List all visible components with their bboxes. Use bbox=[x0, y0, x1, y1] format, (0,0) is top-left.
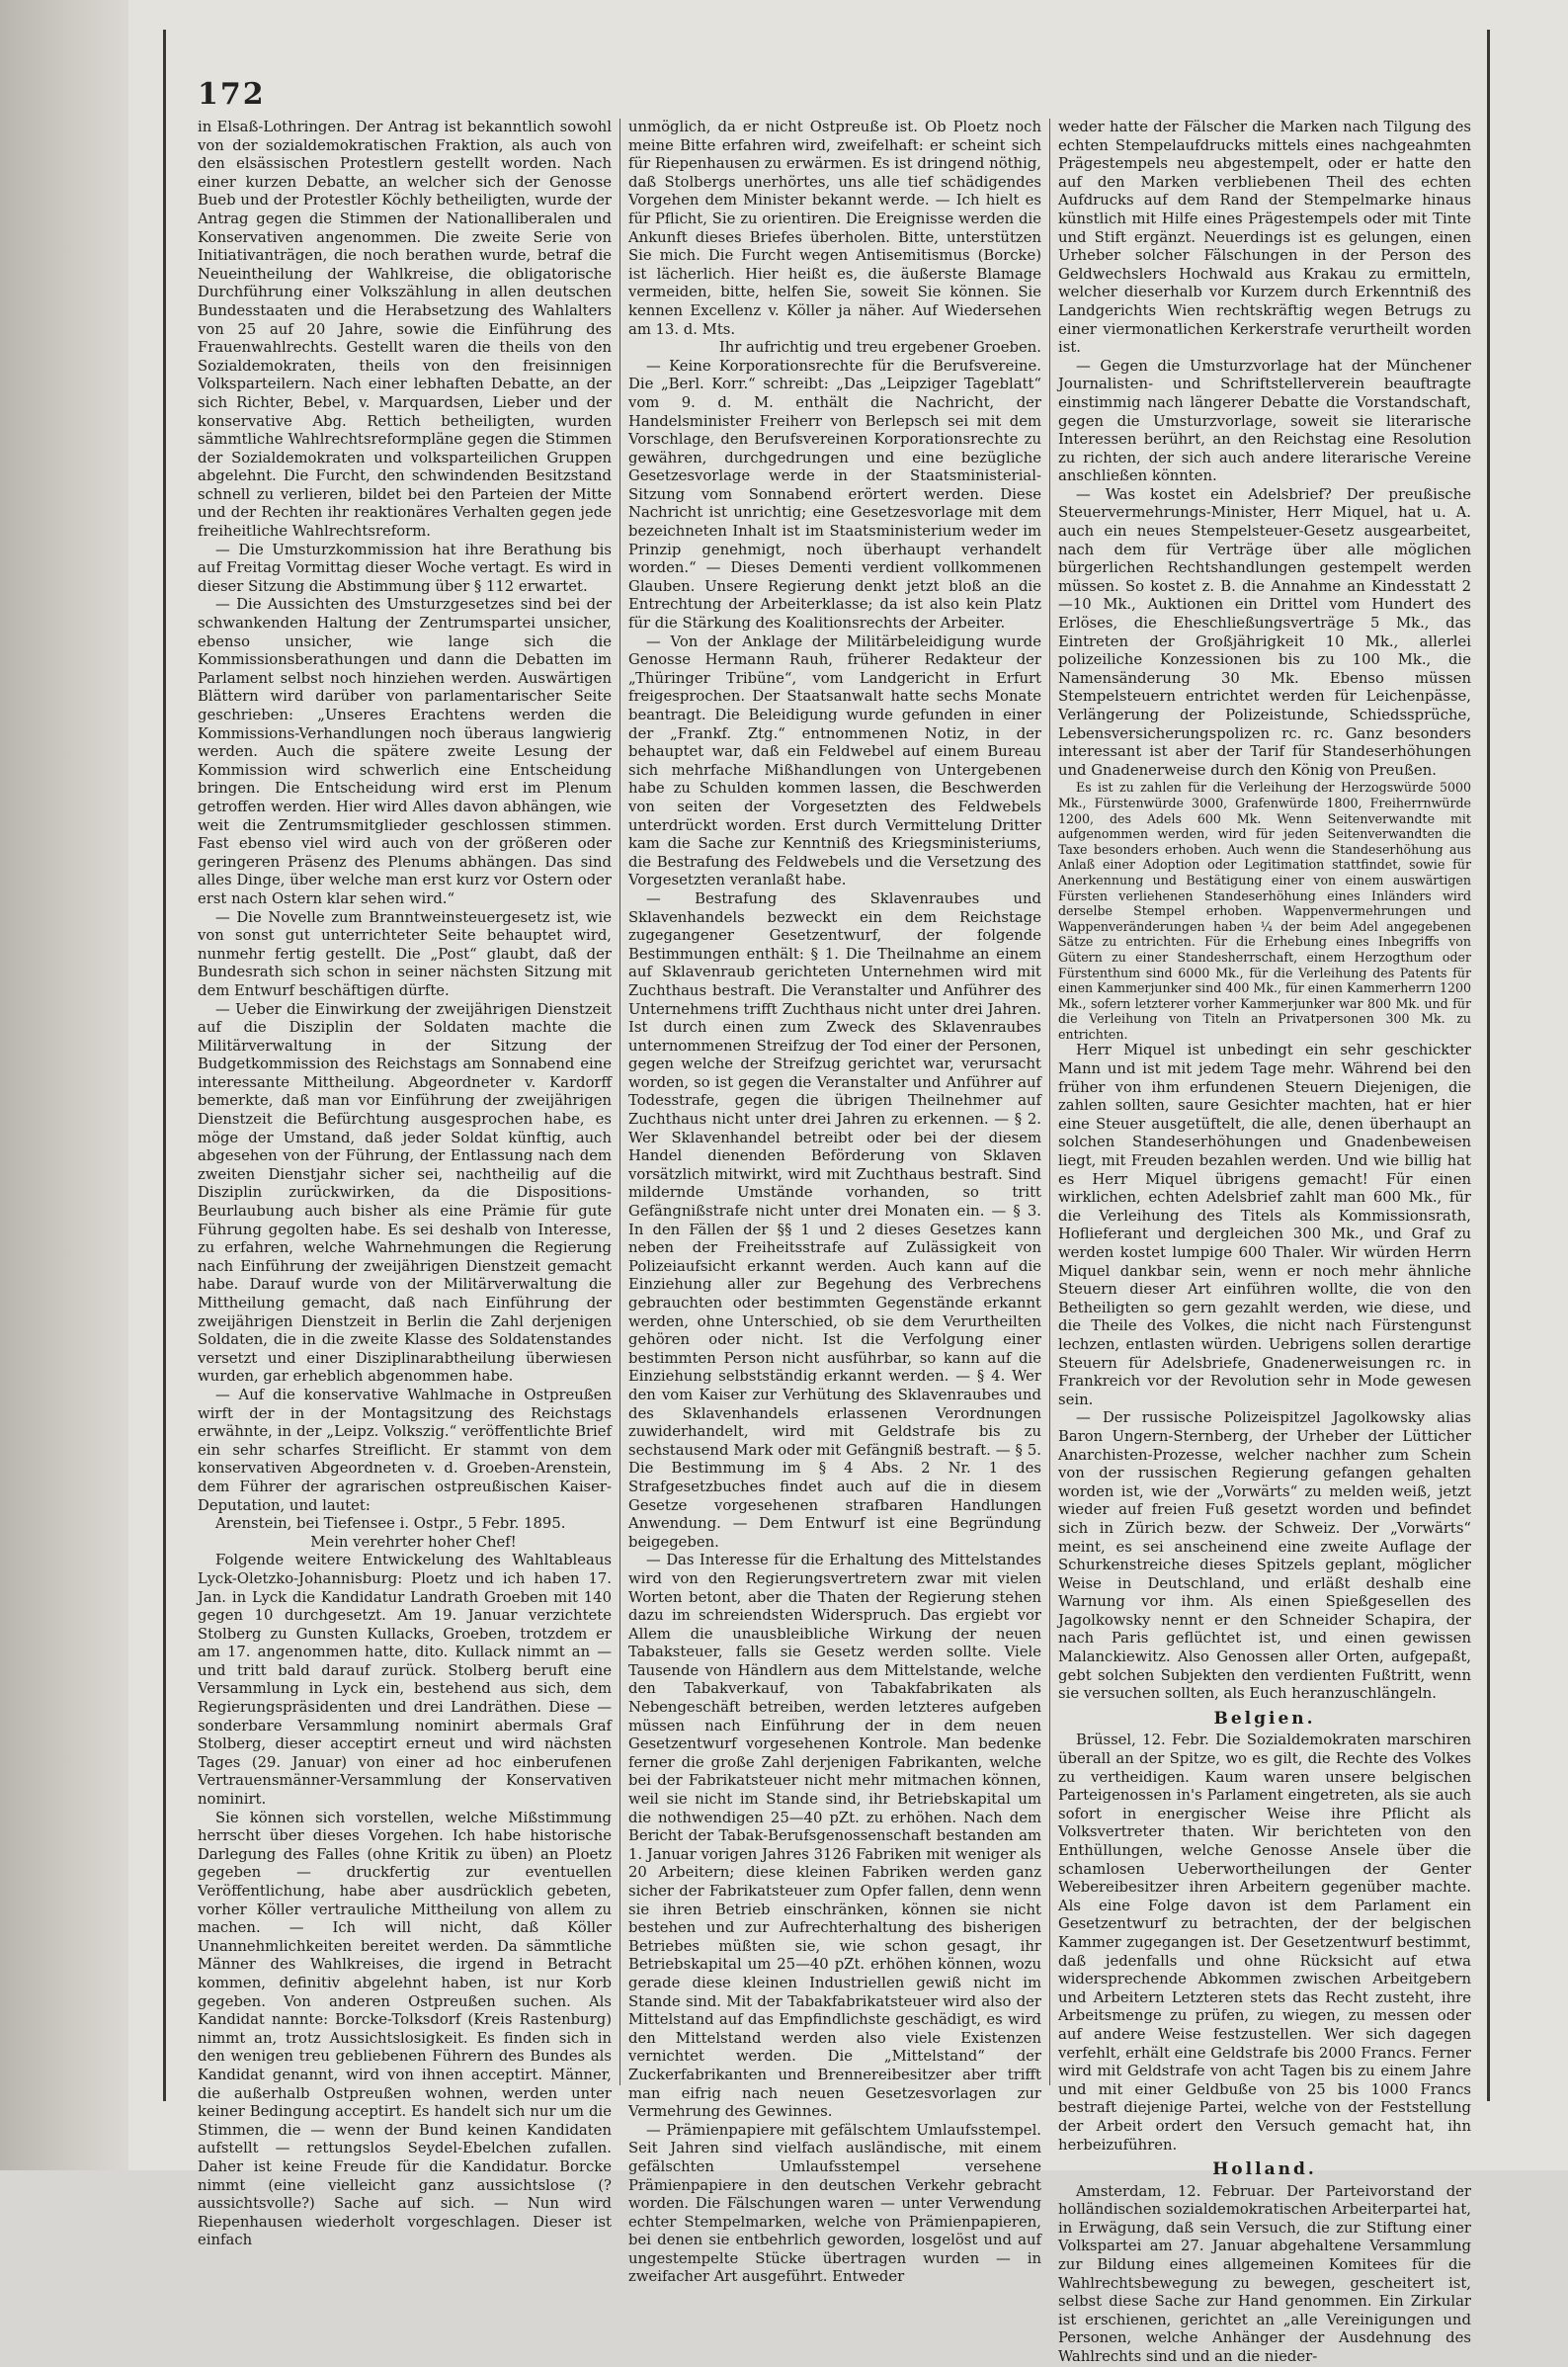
paragraph: — Prämienpapiere mit gefälschtem Umlaufsstempel. Seit Jahren sind vielfach ausländische, mit einem gefälschten Umlaufsstempel versehene Prämienpapiere in den deutschen Verkehr gebracht worden. Die Fälschungen waren — unter Verwendung echter Stempelmarken, welche von Prämienpapieren, bei denen sie entbehrlich geworden, losgelöst und auf ungestempelte Stücke übertragen wurden — in zweifacher Art ausgeführt. Entweder bbox=[628, 2121, 1041, 2286]
section-heading-belgium: Belgien. bbox=[1213, 1708, 1316, 1729]
section-heading-holland: Holland. bbox=[1212, 2159, 1317, 2180]
paragraph: Sie können sich vorstellen, welche Mißstimmung herrscht über dieses Vorgehen. Ich habe historische Darlegung des Falles (ohne Kritik zu üben) an Ploetz gegeben — druckfertig zur eventuellen Veröffentlichung, habe aber ausdrücklich gebeten, vorher Köller vertrauliche Mittheilung von allem zu machen. — Ich will nicht, daß Köller Unannehmlichkeiten bereitet werden. Da sämmtliche Männer des Wahlkreises, die irgend in Betracht kommen, definitiv abgelehnt haben, ist nur Korb gegeben. Von anderen Ostpreußen suchen. Als Kandidat nannte: Borcke-Tolksdorf (Kreis Rastenburg) nimmt an, trotz Aussichtslosigkeit. Es finden sich in den wenigen treu gebliebenen Führern des Bundes als Kandidat genannt, wird von ihnen acceptirt. Männer, die außerhalb Ostpreußen wohnen, werden unter keiner Bedingung acceptirt. Es handelt sich nur um die Stimmen, die — wenn der Bund keinen Kandidaten aufstellt — rettungslos Seydel-Ebelchen zufallen. Daher ist keine Freude für die Kandidatur. Borcke nimmt (eine vielleicht ganz aussichtslose (? aussichtsvolle?) Sache auf sich. — Nun wird Riepenhausen wiederholt vorgeschlagen. Dieser ist einfach bbox=[198, 1809, 612, 2249]
letter-salutation: Mein verehrter hoher Chef! bbox=[310, 1533, 517, 1551]
column-2 bbox=[619, 119, 1049, 2286]
paragraph: — Von der Anklage der Militärbeleidigung wurde Genosse Hermann Rauh, früherer Redakteur der „Thüringer Tribüne“, vom Landgericht in Erfurt freigesprochen. Der Staatsanwalt hatte sechs Monate beantragt. Die Beleidigung wurde gefunden in einer der „Frankf. Ztg.“ entnommenen Notiz, in der behauptet war, daß ein Feldwebel auf einem Bureau sich mehrfache Mißhandlungen von Untergebenen habe zu Schulden kommen lassen, die Beschwerden von seiten der Vorgesetzten des Feldwebels unterdrückt worden. Erst durch Vermittelung Dritter kam die Sache zur Kenntniß des Kriegsministeriums, die Bestrafung des Feldwebels und die Versetzung des Vorgesetzten veranlaßt habe. bbox=[628, 633, 1041, 889]
tariff-smallprint: Es ist zu zahlen für die Verleihung der Herzogswürde 5000 Mk., Fürstenwürde 3000, Grafenwürde 1800, Freiherrnwürde 1200, des Adels 600 Mk. Wenn Seitenverwandte mit aufgenommen werden, wird für jeden Seitenverwandten die Taxe besonders erhoben. Auch wenn die Standeserhöhung aus Anlaß einer Adoption oder Legitimation stattfindet, sowie für Anerkennung und Bestätigung einer von einem auswärtigen Fürsten verliehenen Standeserhöhung eines Inländers wird derselbe Stempel erhoben. Wappenvermehrungen und Wappenveränderungen haben ¼ der beim Adel angegebenen Sätze zu entrichten. Für die Erhebung eines Inbegriffs von Gütern zu einer Standesherrschaft, einem Herzogthum oder Fürstenthum sind 6000 Mk., für die Verleihung des Patents für einen Kammerjunker sind 400 Mk., für einen Kammerherrn 1200 Mk., sofern letzterer vorher Kammerjunker war 800 Mk. und für die Verleihung von Titeln an Privatpersonen 300 Mk. zu entrichten. bbox=[1058, 780, 1471, 1042]
paragraph: — Was kostet ein Adelsbrief? Der preußische Steuervermehrungs-Minister, Herr Miquel, hat u. A. auch ein neues Stempelsteuer-Gesetz ausgearbeitet, nach dem für Verträge über alle möglichen bürgerlichen Rechtshandlungen gestempelt werden müssen. So kostet z. B. die Annahme an Kindesstatt 2—10 Mk., Auktionen ein Drittel vom Hundert des Erlöses, die Eheschließungsverträge 5 Mk., das Eintreten der Großjährigkeit 10 Mk., allerlei polizeiliche Konzessionen bis zu 100 Mk., die Namensänderung 30 Mk. Ebenso müssen Stempelsteuern entrichtet werden für Leichenpässe, Verlängerung der Polizeistunde, Schiedssprüche, Lebensversicherungspolizen rc. rc. Ganz besonders interessant ist aber der Tarif für Standeserhöhungen und Gnadenerweise durch den König von Preußen. bbox=[1058, 485, 1471, 779]
column-1 bbox=[190, 119, 619, 2249]
paragraph: in Elsaß-Lothringen. Der Antrag ist bekanntlich sowohl von der sozialdemokratischen Fraktion, als auch von den elsässischen Protestlern gestellt worden. Nach einer kurzen Debatte, an welcher sich der Genosse Bueb und der Protestler Köchly betheiligten, wurde der Antrag gegen die Stimmen der Nationalliberalen und Konservativen angenommen. Die zweite Serie von Initiativanträgen, die noch berathen wurde, betraf die Neueintheilung der Wahlkreise, die obligatorische Durchführung einer Volkszählung in allen deutschen Bundesstaaten und die Herabsetzung des Wahlalters von 25 auf 20 Jahre, sowie die Einführung des Frauenwahlrechts. Gestellt waren die theils von den Sozialdemokraten, theils von den freisinnigen Volksparteilern. Nach einer lebhaften Debatte, an der sich Richter, Bebel, v. Marquardsen, Lieber und der konservative Abg. Rettich betheiligten, wurden sämmtliche Wahlrechtsreformpläne gegen die Stimmen der Sozialdemokraten und volksparteilichen Gruppen abgelehnt. Die Furcht, den schwindenden Besitzstand schnell zu verlieren, bildet bei den Parteien der Mitte und der Rechten ihr reaktionäres Verhalten gegen jede freiheitliche Wahlrechtsreform. bbox=[198, 119, 612, 541]
paragraph: — Die Novelle zum Branntweinsteuergesetz ist, wie von sonst gut unterrichteter Seite behauptet wird, nunmehr fertig gestellt. Die „Post“ glaubt, daß der Bundesrath sich schon in seiner nächsten Sitzung mit dem Entwurf beschäftigen dürfte. bbox=[198, 908, 612, 999]
text-columns bbox=[190, 119, 1479, 2366]
paragraph: Amsterdam, 12. Februar. Der Parteivorstand der holländischen sozialdemokratischen Arbeiterpartei hat, in Erwägung, daß sein Versuch, die zur Stiftung einer Volkspartei am 27. Januar abgehaltene Versammlung zur Bildung eines allgemeinen Komitees für die Wahlrechtsbewegung zu bewegen, gescheitert ist, selbst diese Sache zur Hand genommen. Ein Zirkular ist erschienen, gerichtet an „alle Vereinigungen und Personen, welche Anhänger der Ausdehnung des Wahlrechts sind und an die nieder- bbox=[1058, 2182, 1471, 2366]
paragraph: unmöglich, da er nicht Ostpreuße ist. Ob Ploetz noch meine Bitte erfahren wird, zweifelhaft: er scheint sich für Riepenhausen zu erwärmen. Es ist dringend nöthig, daß Stolbergs unerhörtes, uns alle tief schädigendes Vorgehen dem Minister bekannt werde. — Ich hielt es für Pflicht, Sie zu orientiren. Die Ereignisse werden die Ankunft dieses Briefes überholen. Bitte, unterstützen Sie mich. Die Furcht wegen Antisemitismus (Borcke) ist lächerlich. Hier heißt es, die äußerste Blamage vermeiden, bitte, helfen Sie, soweit Sie können. Sie kennen Excellenz v. Köller ja näher. Auf Wiedersehen am 13. d. Mts. bbox=[628, 119, 1041, 338]
paragraph: Herr Miquel ist unbedingt ein sehr geschickter Mann und ist mit jedem Tage mehr. Während bei den früher von ihm erfundenen Steuern Diejenigen, die zahlen sollten, saure Gesichter machten, hat er hier eine Steuer ausgetüftelt, die alle, denen überhaupt an solchen Standeserhöhungen und Gnadenbeweisen liegt, mit Freuden bezahlen werden. Und wie billig hat es Herr Miquel übrigens gemacht! Für einen wirklichen, echten Adelsbrief zahlt man 600 Mk., für die Verleihung des Titels als Kommissionsrath, Hoflieferant und dergleichen 300 Mk., und Graf zu werden kostet lumpige 600 Thaler. Wir würden Herrn Miquel dankbar sein, wenn er noch mehr ähnliche Steuern dieser Art einführen wollte, die von den Betheiligten so gern gezahlt werden, wie diese, und die Theile des Volkes, die nicht nach Fürstengunst lechzen, entlasten würden. Uebrigens sollen derartige Steuern für Adelsbriefe, Gnadenerweisungen rc. in Frankreich vor der Revolution sehr in Mode gewesen sein. bbox=[1058, 1042, 1471, 1408]
paragraph: — Die Aussichten des Umsturzgesetzes sind bei der schwankenden Haltung der Zentrumspartei unsicher, ebenso unsicher, wie lange sich die Kommissionsberathungen und dann die Debatten im Parlament selbst noch hinziehen werden. Auswärtigen Blättern wird darüber von parlamentarischer Seite geschrieben: „Unseres Erachtens werden die Kommissions-Verhandlungen noch überaus langwierig werden. Auch die spätere zweite Lesung der Kommission wird schwerlich eine Entscheidung bringen. Die Entscheidung wird erst im Plenum getroffen werden. Hier wird Alles davon abhängen, wie weit die Zentrumsmitglieder geschlossen stimmen. Fast ebenso viel wird auch von der größeren oder geringeren Präsenz des Plenums abhängen. Das sind alles Dinge, über welche man erst kurz vor Ostern oder erst nach Ostern klar sehen wird.“ bbox=[198, 596, 612, 907]
paragraph: — Gegen die Umsturzvorlage hat der Münchener Journalisten- und Schriftstellerverein beauftragte einstimmig nach längerer Debatte die Vorstandschaft, gegen die Umsturzvorlage, soweit sie literarische Interessen berührt, an den Reichstag eine Resolution zu richten, der sich auch andere literarische Vereine anschließen könnten. bbox=[1058, 357, 1471, 485]
paragraph: — Keine Korporationsrechte für die Berufsvereine. Die „Berl. Korr.“ schreibt: „Das „Leipziger Tageblatt“ vom 9. d. M. enthält die Nachricht, der Handelsminister Freiherr von Berlepsch sei mit dem Vorschlage, den Berufsvereinen Korporationsrechte zu gewähren, durchgedrungen und eine bezügliche Gesetzesvorlage werde in der Staatsministerial-Sitzung vom Sonnabend erörtert werden. Diese Nachricht ist unrichtig; eine Gesetzesvorlage mit dem bezeichneten Inhalt ist im Staatsministerium weder im Prinzip genehmigt, noch überhaupt verhandelt worden.“ — Dieses Dementi verdient vollkommenen Glauben. Unsere Regierung denkt jetzt bloß an die Entrechtung der Arbeiterklasse; da ist also kein Platz für die Stärkung des Koalitionsrechts der Arbeiter. bbox=[628, 357, 1041, 633]
newspaper-page bbox=[128, 0, 1568, 2366]
paragraph: — Ueber die Einwirkung der zweijährigen Dienstzeit auf die Disziplin der Soldaten machte die Militärverwaltung in der Sitzung der Budgetkommission des Reichstags am Sonnabend eine interessante Mittheilung. Abgeordneter v. Kardorff bemerkte, daß man vor Einführung der zweijährigen Dienstzeit die Befürchtung ausgesprochen habe, es möge der Umstand, daß jeder Soldat künftig, auch abgesehen von der Führung, der Entlassung nach dem zweiten Dienstjahr sicher sei, nachtheilig auf die Disziplin zurückwirken, da die Dispositions-Beurlaubung auch bisher als eine Prämie für gute Führung gegolten habe. Es sei deshalb von Interesse, zu erfahren, welche Wahrnehmungen die Regierung nach Einführung der zweijährigen Dienstzeit gemacht habe. Darauf wurde von der Militärverwaltung die Mittheilung gemacht, daß nach Einführung der zweijährigen Dienstzeit in Berlin die Zahl derjenigen Soldaten, die in die zweite Klasse des Soldatenstandes versetzt und einer Disziplinarabtheilung überwiesen wurden, gar erheblich abgenommen habe. bbox=[198, 1000, 612, 1386]
page-border-left bbox=[163, 30, 166, 2101]
paragraph: weder hatte der Fälscher die Marken nach Tilgung des echten Stempelaufdrucks mittels eines nachgeahmten Prägestempels neu abgestempelt, oder er hatte den auf den Marken verbliebenen Theil des echten Aufdrucks auf dem Rand der Stempelmarke hinaus künstlich mit Hilfe eines Prägestempels oder mit Tinte und Stift ergänzt. Neuerdings ist es gelungen, einen Urheber solcher Fälschungen in der Person des Geldwechslers Hochwald aus Krakau zu ermitteln, welcher dieserhalb vor Kurzem durch Erkenntniß des Landgerichts Wien rechtskräftig wegen Betrugs zu einer viermonatlichen Kerkerstrafe verurtheilt worden ist. bbox=[1058, 119, 1471, 357]
scan-background-left bbox=[0, 0, 128, 2170]
page-number: 172 bbox=[198, 77, 266, 112]
paragraph: Folgende weitere Entwickelung des Wahltableaus Lyck-Oletzko-Johannisburg: Ploetz und ich haben 17. Jan. in Lyck die Kandidatur Landrath Groeben mit 140 gegen 10 durchgesetzt. Am 19. Januar verzichtete Stolberg zu Gunsten Kullacks, Groeben, trotzdem er am 17. angenommen hatte, dito. Kullack nimmt an — und tritt bald darauf zurück. Stolberg beruft eine Versammlung in Lyck ein, bestehend aus sich, dem Regierungspräsidenten und drei Landräthen. Diese — sonderbare Versammlung nominirt abermals Graf Stolberg, dieser acceptirt erneut und wird nächsten Tages (29. Januar) von einer ad hoc einberufenen Vertrauensmänner-Versammlung der Konservativen nominirt. bbox=[198, 1552, 612, 1809]
paragraph: — Das Interesse für die Erhaltung des Mittelstandes wird von den Regierungsvertretern zwar mit vielen Worten betont, aber die Thaten der Regierung stehen dazu im schreiendsten Widerspruch. Das ergiebt vor Allem die unausbleibliche Wirkung der neuen Tabaksteuer, falls sie Gesetz werden sollte. Viele Tausende von Händlern aus dem Mittelstande, welche den Tabakverkauf, von Tabakfabrikaten als Nebengeschäft betreiben, werden letzteres aufgeben müssen nach Einführung der in dem neuen Gesetzentwurf vorgesehenen Kontrole. Man bedenke ferner die große Zahl derjenigen Fabrikanten, welche bei der Fabrikatsteuer nicht mehr mitmachen können, weil sie nicht im Stande sind, ihr Betriebskapital um die nothwendigen 25—40 pZt. zu erhöhen. Nach dem Bericht der Tabak-Berufsgenossenschaft bestanden am 1. Januar vorigen Jahres 3126 Fabriken mit weniger als 20 Arbeitern; diese kleinen Fabriken werden ganz sicher der Fabrikatsteuer zum Opfer fallen, denn wenn sie ihren Betrieb einschränken, können sie nicht bestehen und zur Aufrechterhaltung des bisherigen Betriebes müßten sie, wie schon gesagt, ihr Betriebskapital um 25—40 pZt. erhöhen können, wozu gerade diese kleinen Industriellen gewiß nicht im Stande sind. Mit der Tabakfabrikatsteuer wird also der Mittelstand auf das Empfindlichste geschädigt, es wird den Mittelstand werden also viele Existenzen vernichtet werden. Die „Mittelstand“ der Zuckerfabrikanten und Brennereibesitzer aber trifft man eifrig nach neuen Gesetzesvorlagen zur Vermehrung des Gewinnes. bbox=[628, 1552, 1041, 2121]
letter-signature: Ihr aufrichtig und treu ergebener Groeben. bbox=[718, 339, 1041, 357]
paragraph: Brüssel, 12. Febr. Die Sozialdemokraten marschiren überall an der Spitze, wo es gilt, die Rechte des Volkes zu vertheidigen. Kaum waren unsere belgischen Parteigenossen in's Parlament eingetreten, als sie auch sofort in energischer Weise ihre Pflicht als Volksvertreter thaten. Wir berichteten von den Enthüllungen, welche Genosse Ansele über die schamlosen Ueberwortheilungen der Genter Webereibesitzer ihren Arbeitern gegenüber machte. Als eine Folge davon ist dem Parlament ein Gesetzentwurf zu betrachten, der der belgischen Kammer zugegangen ist. Der Gesetzentwurf bestimmt, daß jedenfalls und ohne Rücksicht auf etwa widersprechende Abkommen zwischen Arbeitgebern und Arbeitern Letzteren stets das Recht zusteht, ihre Arbeitsmenge zu prüfen, zu wiegen, zu messen oder auf andere Weise festzustellen. Wer sich dagegen verfehlt, erhält eine Geldstrafe bis 2000 Francs. Ferner wird mit Geldstrafe von acht Tagen bis zu einem Jahre und mit einer Geldbuße von 25 bis 1000 Francs bestraft diejenige Partei, welche von der Feststellung der Arbeit ordert den Versuch gemacht hat, ihn herbeizuführen. bbox=[1058, 1732, 1471, 2154]
column-3 bbox=[1049, 119, 1479, 2366]
paragraph: — Auf die konservative Wahlmache in Ostpreußen wirft der in der Montagsitzung des Reichstags erwähnte, in der „Leipz. Volkszig.“ veröffentlichte Brief ein sehr scharfes Streiflicht. Er stammt von dem konservativen Abgeordneten v. d. Groeben-Arenstein, dem Führer der agrarischen ostpreußischen Kaiser-Deputation, und lautet: bbox=[198, 1386, 612, 1514]
paragraph: — Die Umsturzkommission hat ihre Berathung bis auf Freitag Vormittag dieser Woche vertagt. Es wird in dieser Sitzung die Abstimmung über § 112 erwartet. bbox=[198, 541, 612, 595]
page-border-right bbox=[1487, 30, 1490, 2101]
paragraph: — Bestrafung des Sklavenraubes und Sklavenhandels bezweckt ein dem Reichstage zugegangener Gesetzentwurf, der folgende Bestimmungen enthält: § 1. Die Theilnahme an einem auf Sklavenraub gerichteten Unternehmen wird mit Zuchthaus bestraft. Die Veranstalter und Anführer des Unternehmens trifft Zuchthaus nicht unter drei Jahren. Ist durch einen zum Zweck des Sklavenraubes unternommenen Streifzug der Tod einer der Personen, gegen welche der Streifzug gerichtet war, verursacht worden, so ist gegen die Veranstalter und Anführer auf Todesstrafe, gegen die übrigen Theilnehmer auf Zuchthaus nicht unter drei Jahren zu erkennen. — § 2. Wer Sklavenhandel betreibt oder bei der diesem Handel dienenden Beförderung von Sklaven vorsätzlich mitwirkt, wird mit Zuchthaus bestraft. Sind mildernde Umstände vorhanden, so tritt Gefängnißstrafe nicht unter drei Monaten ein. — § 3. In den Fällen der §§ 1 und 2 dieses Gesetzes kann neben der Freiheitsstrafe auf Zulässigkeit von Polizeiaufsicht erkannt werden. Auch kann auf die Einziehung aller zur Begehung des Verbrechens gebrauchten oder bestimmten Gegenstände erkannt werden, ohne Unterschied, ob sie dem Verurtheilten gehören oder nicht. Ist die Verfolgung einer bestimmten Person nicht ausführbar, so kann auf die Einziehung selbstständig erkannt werden. — § 4. Wer den vom Kaiser zur Verhütung des Sklavenraubes und des Sklavenhandels erlassenen Verordnungen zuwiderhandelt, wird mit Geldstrafe bis zu sechstausend Mark oder mit Gefängniß bestraft. — § 5. Die Bestimmung im § 4 Abs. 2 Nr. 1 des Strafgesetzbuches findet auch auf die in diesem Gesetze vorgesehenen strafbaren Handlungen Anwendung. — Dem Entwurf ist eine Begründung beigegeben. bbox=[628, 889, 1041, 1551]
letter-dateline: Arenstein, bei Tiefensee i. Ostpr., 5 Febr. 1895. bbox=[215, 1515, 566, 1533]
paragraph: — Der russische Polizeispitzel Jagolkowsky alias Baron Ungern-Sternberg, der Urheber der Lütticher Anarchisten-Prozesse, welcher nachher zum Schein von der russischen Regierung gefangen gehalten worden ist, wie der „Vorwärts“ zu melden weiß, jetzt wieder auf freien Fuß gesetzt worden und befindet sich in Zürich bezw. der Schweiz. Der „Vorwärts“ meint, es sei anscheinend eine zweite Auflage der Schurkenstreiche dieses Spitzels geplant, möglicher Weise in Deutschland, und erläßt deshalb eine Warnung vor ihm. Als einen Spießgesellen des Jagolkowsky nennt er den Schneider Schapira, der nach Paris geflüchtet ist, und einen gewissen Malanckiewitz. Also Genossen aller Orten, aufgepaßt, gebt solchen Subjekten den verdienten Fußtritt, wenn sie versuchen sollten, als Euch heranzuschlängeln. bbox=[1058, 1409, 1471, 1703]
